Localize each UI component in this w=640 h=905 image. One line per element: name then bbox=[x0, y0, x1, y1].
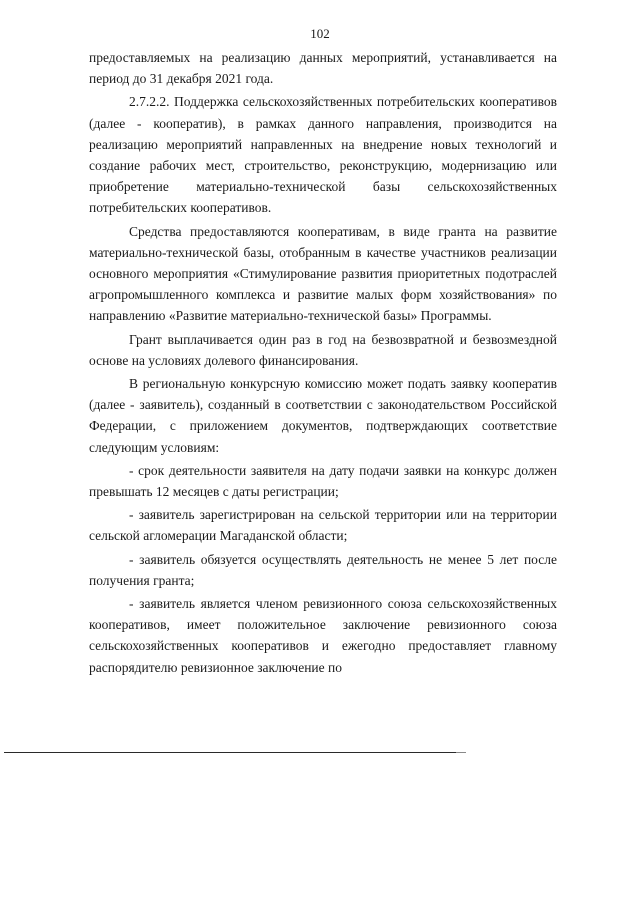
footer-divider-tail bbox=[456, 752, 466, 753]
list-item-activity-obligation: - заявитель обязуется осуществлять деятельность не менее 5 лет после получения гранта; bbox=[89, 551, 557, 588]
list-item-registration-territory: - заявитель зарегистрирован на сельской территории или на территории сельской агломерации Магаданской области; bbox=[89, 507, 557, 544]
list-item-audit-union-membership: - заявитель является членом ревизионного союза сельскохозяйственных кооперативов, имеет положительное заключение ревизионного союза сельскохозяйственных кооперативов и ежегодно предоставляет главному распорядителю ревизионное заключение по bbox=[89, 596, 557, 675]
document-body bbox=[89, 47, 557, 678]
paragraph-section-2-7-2-2: 2.7.2.2. Поддержка сельскохозяйственных потребительских кооперативов (далее - кооператив), в рамках данного направления, производится на реализацию мероприятий направленных на внедрение новых технологий и создание рабочих мест, строительство, реконструкцию, модернизацию или приобретение материально-технической базы сельскохозяйственных потребительских кооперативов. bbox=[89, 94, 557, 216]
paragraph-application-conditions: В региональную конкурсную комиссию может подать заявку кооператив (далее - заявитель), созданный в соответствии с законодательством Российской Федерации, с приложением документов, подтверждающих соответствие следующим условиям: bbox=[89, 376, 557, 455]
footer-divider bbox=[4, 752, 456, 753]
paragraph-grant-funds: Средства предоставляются кооперативам, в виде гранта на развитие материально-технической базы, отобранным в качестве участников реализации основного мероприятия «Стимулирование развития приоритетных подотраслей агропромышленного комплекса и развитие малых форм хозяйствования» по направлению «Развитие материально-технической базы» Программы. bbox=[89, 223, 557, 324]
paragraph-program-period: предоставляемых на реализацию данных мероприятий, устанавливается на период до 31 декабря 2021 года. bbox=[89, 50, 557, 87]
list-item-activity-term: - срок деятельности заявителя на дату подачи заявки на конкурс должен превышать 12 месяцев с даты регистрации; bbox=[89, 462, 557, 500]
paragraph-grant-payment: Грант выплачивается один раз в год на безвозвратной и безвозмездной основе на условиях долевого финансирования. bbox=[89, 331, 557, 368]
page-number: 102 bbox=[310, 26, 330, 41]
